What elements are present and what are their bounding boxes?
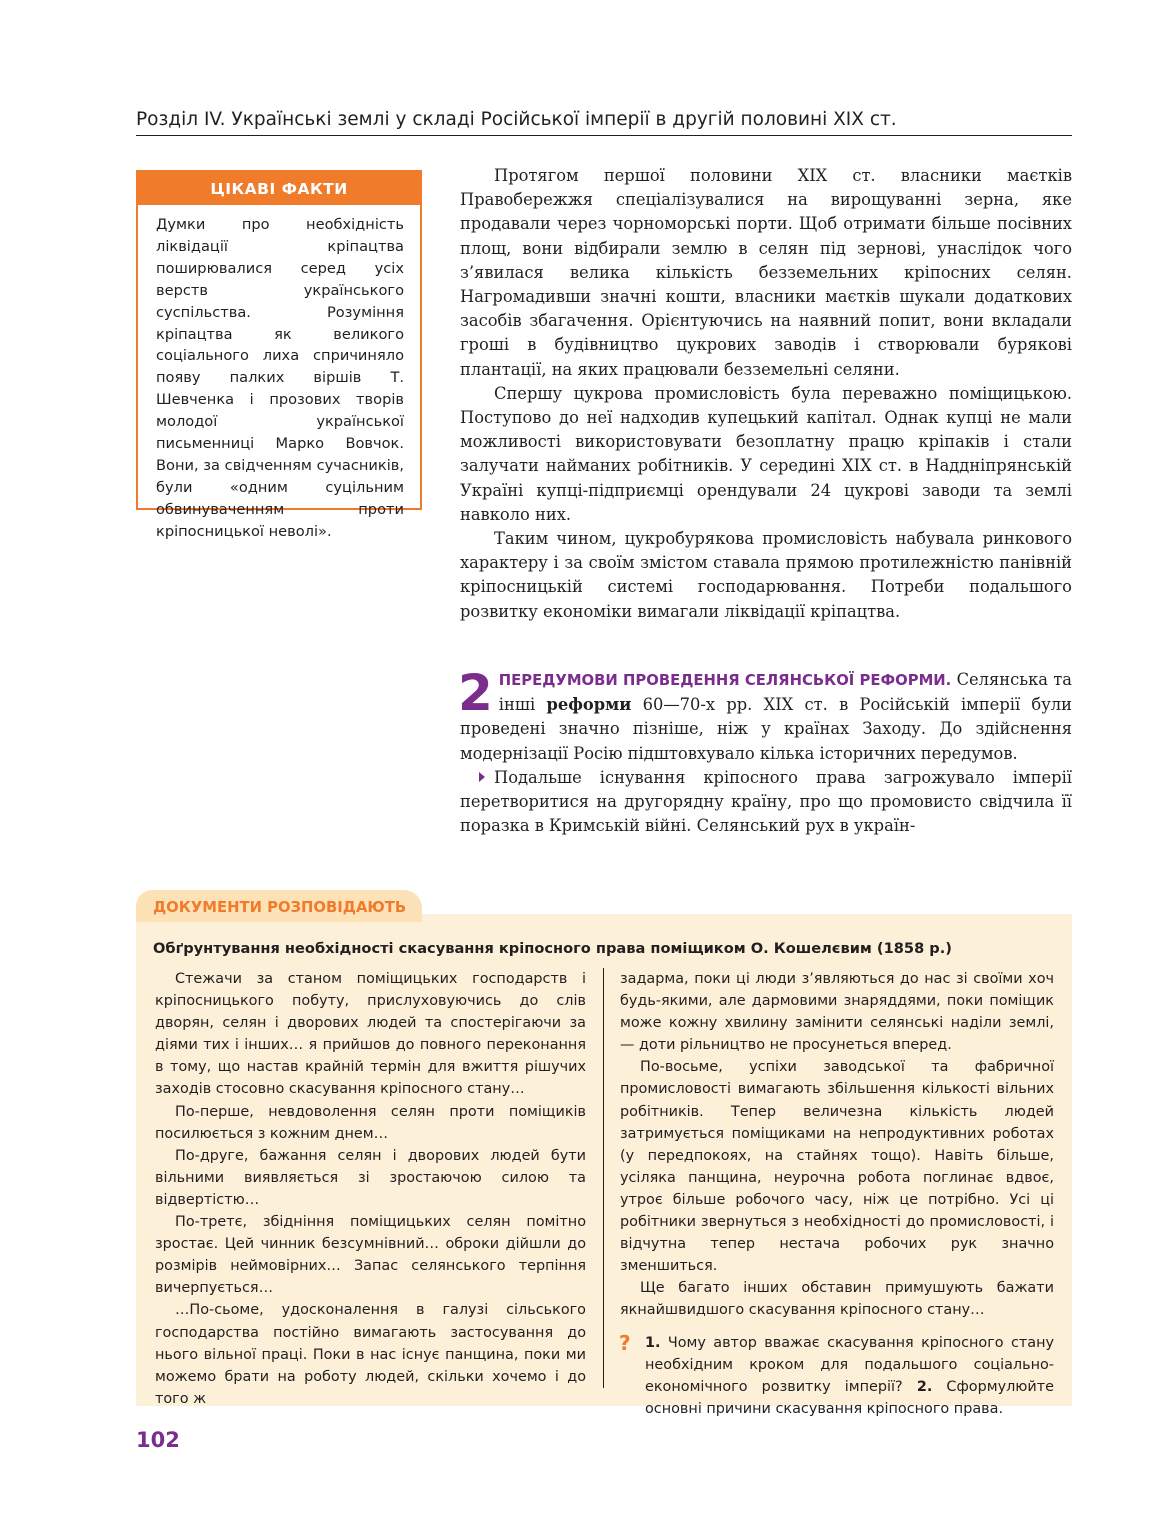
document-paragraph: …По-сьоме, удосконалення в галузі сільського господарства постійно вимагають застосування до нього вільної праці. Поки в нас існує панщина, поки ми можемо брати на роботу людей, скільки хочемо і до того ж bbox=[155, 1302, 586, 1407]
bullet-item bbox=[460, 766, 1072, 839]
section-2 bbox=[458, 664, 1073, 838]
question-number: 1. bbox=[645, 1334, 661, 1351]
question-2-text: Сформулюйте основні причини скасування кріпосного права. bbox=[645, 1378, 1054, 1417]
section-text-before: Селянська та інші bbox=[498, 670, 1072, 715]
section-bold-term: реформи bbox=[546, 695, 632, 715]
main-paragraph: Таким чином, цукробурякова промисловість набувала ринкового характеру і за своїм змістом ставала прямою протилежністю панівній кріпосницькій системі господарювання. Потреби подальшого розвитку економіки вимагали ліквідації кріпацтва. bbox=[460, 529, 1072, 621]
document-paragraph: По-третє, збідніння поміщицьких селян помітно зростає. Цей чинник безсумнівний… оброки дійшли до розмірів неймовірних… Запас селянського терпіння вичерпується… bbox=[155, 1214, 586, 1297]
question-mark-icon: ? bbox=[619, 1330, 631, 1355]
document-title: Обґрунтування необхідності скасування кріпосного права поміщиком О. Кошелєвим (1858 р.) bbox=[153, 940, 952, 957]
bullet-arrow-icon bbox=[479, 772, 485, 782]
main-text bbox=[460, 164, 1072, 624]
section-text-after: 60—70-х рр. ХІХ ст. в Російській імперії були проведені значно пізніше, ніж у країнах Заходу. До здійснення модернізації Росію підштовхувало кілька історичних передумов. bbox=[460, 695, 1073, 763]
facts-box bbox=[136, 170, 422, 540]
section-title: ПЕРЕДУМОВИ ПРОВЕДЕННЯ СЕЛЯНСЬКОЇ РЕФОРМИ. bbox=[498, 672, 952, 689]
question-1-text: Чому автор вважає скасування кріпосного стану необхідним кроком для подальшого соціально-економічного розвитку імперії? bbox=[645, 1334, 1054, 1395]
facts-text: Думки про необхідність ліквідації кріпацтва поширювалися серед усіх верств українського суспільства. Розуміння кріпацтва як великого соціального лиха спричиняло появу палких віршів Т. Шевченка і прозових творів молодої української письменниці Марко Вовчок. Вони, за свідченням сучасників, були «одним суцільним обвинуваченням проти кріпосницької неволі». bbox=[156, 216, 404, 540]
section-number: 2 bbox=[458, 664, 493, 722]
document-column-left bbox=[155, 968, 586, 1410]
section-intro bbox=[458, 664, 1073, 766]
column-divider bbox=[603, 968, 604, 1388]
question-text bbox=[645, 1332, 1054, 1420]
document-paragraph: Ще багато інших обставин примушують бажати якнайшвидшого скасування кріпосного стану… bbox=[620, 1280, 1054, 1319]
facts-title: ЦІКАВІ ФАКТИ bbox=[138, 172, 420, 205]
main-paragraph: Спершу цукрова промисловість була переважно поміщицькою. Поступово до неї надходив купецький капітал. Однак купці не мали можливості використовувати безоплатну працю кріпаків і стали залучати найманих робітників. У середині ХІХ ст. в Наддніпрянській Україні купці-підприємці орендували 24 цукрові заводи та землі навколо них. bbox=[460, 383, 1072, 524]
document-column-right bbox=[620, 968, 1054, 1420]
main-paragraph: Протягом першої половини ХІХ ст. власники маєтків Правобережжя спеціалізувалися на вирощуванні зерна, яке продавали через чорноморські порти. Щоб отримати більше посівних площ, вони відбирали землю в селян під зернові, унаслідок чого з’явилася велика кількість безземельних кріпосних селян. Нагромадивши значні кошти, власники маєтків шукали додаткових засобів збагачення. Орієнтуючись на наявний попит, вони вкладали гроші в будівництво цукрових заводів і створювали бурякові плантації, на яких працювали безземельні селяни. bbox=[460, 166, 1072, 379]
document-paragraph: По-перше, невдоволення селян проти поміщиків посилюється з кожним днем… bbox=[155, 1103, 586, 1142]
documents-tab-label: ДОКУМЕНТИ РОЗПОВІДАЮТЬ bbox=[153, 899, 407, 916]
bullet-text: Подальше існування кріпосного права загрожувало імперії перетворитися на другорядну країну, про що промовисто свідчила її поразка в Кримській війні. Селянський рух в україн- bbox=[460, 767, 1072, 836]
document-paragraph: По-восьме, успіхи заводської та фабричної промисловості вимагають збільшення кількості вільних робітників. Тепер величезна кількість людей затримується поміщиками на непродуктивних роботах (у передпокоях, на стайнях тощо). Навіть більше, усіляка панщина, неурочна робота поглинає вдвоє, утроє більше робочого часу, ніж це потрібно. Усі ці робітники звернуться з необхідності до промисловості, і відчутна тепер нестача робочих рук значно зменшиться. bbox=[620, 1059, 1054, 1275]
page-number: 102 bbox=[136, 1428, 180, 1452]
question-number: 2. bbox=[916, 1378, 933, 1395]
document-paragraph: По-друге, бажання селян і дворових людей бути вільними виявляється зі зростаючою силою та відвертістю… bbox=[155, 1147, 586, 1208]
question-block bbox=[620, 1332, 1054, 1420]
document-paragraph-continuation: задарма, поки ці люди з’являються до нас зі своїми хоч будь-якими, але дармовими знаряддями, поки поміщик може кожну хвилину замінити селянські наділи землі, — доти рільництво не просунеться вперед. bbox=[620, 971, 1054, 1054]
page-header: Розділ IV. Українські землі у складі Російської імперії в другій половині ХІХ ст. bbox=[136, 109, 1072, 136]
document-paragraph: Стежачи за станом поміщицьких господарств і кріпосницького побуту, прислуховуючись до слів дворян, селян і дворових людей та спостерігаючи за діями тих і інших… я прийшов до повного переконання в тому, що настав крайній термін для вжиття рішучих заходів стосовно скасування кріпосного стану… bbox=[155, 971, 586, 1098]
